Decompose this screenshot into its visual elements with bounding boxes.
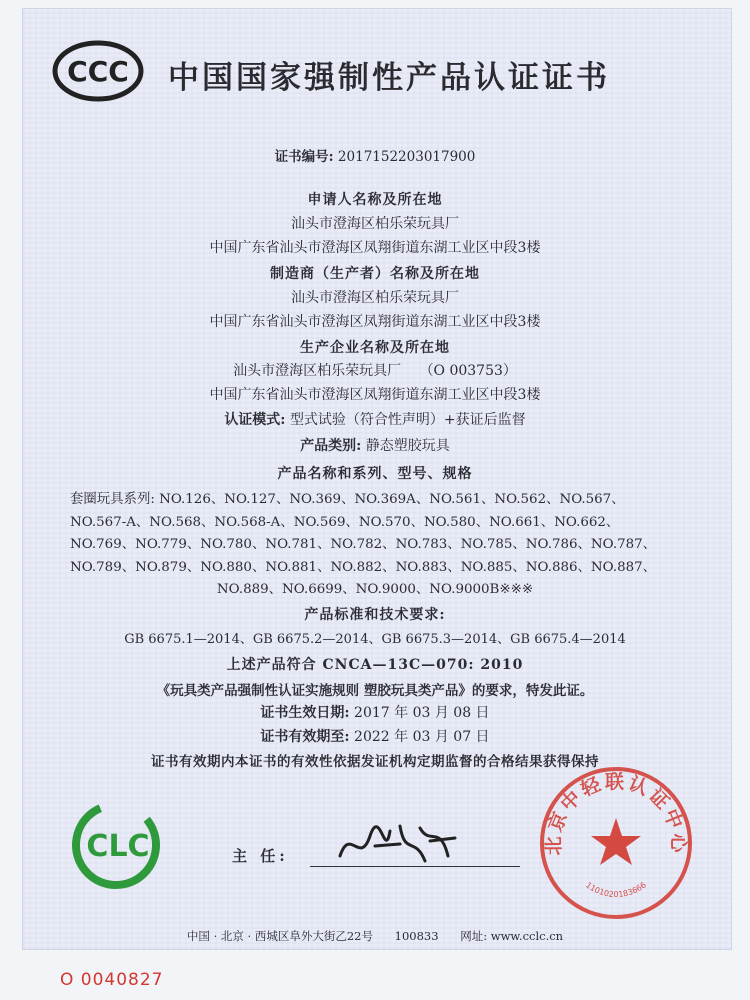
issue-date: [0, 702, 750, 722]
category-label: 产品类别:: [300, 438, 362, 454]
factory-heading: 生产企业名称及所在地: [300, 340, 450, 356]
director-signature: [330, 816, 460, 876]
model-line: NO.889、NO.6699、NO.9000、NO.9000B※※※: [216, 582, 534, 597]
clc-logo-text: CLC: [86, 829, 150, 864]
applicant-name: 汕头市澄海区柏乐荣玩具厂: [291, 216, 459, 232]
conformity-line-1: 上述产品符合 CNCA—13C—070: 2010: [226, 657, 524, 673]
factory-name-row: [0, 360, 750, 380]
standards-value: GB 6675.1—2014、GB 6675.2—2014、GB 6675.3—2014、GB 6675.4—2014: [124, 632, 626, 647]
seal-code: 1101020183666: [584, 880, 648, 900]
manufacturer-address: 中国广东省汕头市澄海区凤翔街道东湖工业区中段3楼: [209, 314, 541, 330]
cert-number: [0, 145, 750, 165]
category-value: 静态塑胶玩具: [365, 438, 450, 454]
model-list: [70, 489, 680, 602]
conformity-line-2: 《玩具类产品强制性认证实施规则 塑胶玩具类产品》的要求，特发此证。: [156, 683, 594, 699]
mode-value: 型式试验（符合性声明）+获证后监督: [289, 412, 526, 428]
certification-seal: [535, 762, 697, 924]
svg-text:1101020183666: [584, 880, 648, 899]
product-category: [0, 435, 750, 455]
cert-number-label: 证书编号:: [274, 149, 334, 165]
model-line: NO.567-A、NO.568、NO.568-A、NO.569、NO.570、NO.580、NO.661、NO.662、: [70, 514, 620, 530]
expiry-date: [0, 726, 750, 746]
expiry-date-value: 2022 年 03 月 07 日: [354, 729, 490, 745]
clc-logo: [66, 800, 166, 890]
footer-web: www.cclc.cn: [490, 929, 564, 943]
products-heading: 产品名称和系列、型号、规格: [277, 466, 473, 482]
factory-name: 汕头市澄海区柏乐荣玩具厂: [233, 363, 402, 379]
model-line: NO.769、NO.779、NO.780、NO.781、NO.782、NO.783、NO.785、NO.786、NO.787、: [70, 537, 657, 552]
factory-address: 中国广东省汕头市澄海区凤翔街道东湖工业区中段3楼: [209, 387, 541, 403]
footer-postcode: 100833: [394, 929, 439, 943]
applicant-address: 中国广东省汕头市澄海区凤翔街道东湖工业区中段3楼: [209, 240, 541, 256]
model-line: NO.789、NO.879、NO.880、NO.881、NO.882、NO.883、NO.885、NO.886、NO.887、: [70, 559, 657, 575]
issue-date-value: 2017 年 03 月 08 日: [354, 705, 490, 721]
applicant-heading: 申请人名称及所在地: [307, 192, 443, 208]
manufacturer-name: 汕头市澄海区柏乐荣玩具厂: [291, 290, 459, 306]
validity-note: 证书有效期内本证书的有效性依据发证机构定期监督的合格结果获得保持: [151, 754, 599, 770]
seal-text: 北京中轻联认证中心: [542, 770, 690, 856]
manufacturer-heading: 制造商（生产者）名称及所在地: [270, 266, 480, 282]
issue-date-label: 证书生效日期:: [260, 705, 350, 721]
ccc-logo-text: CCC: [67, 55, 129, 88]
serial-number: O 0040827: [60, 970, 164, 990]
certification-mode: [0, 409, 750, 429]
standards-heading: 产品标准和技术要求:: [304, 607, 446, 623]
mode-label: 认证模式:: [224, 412, 286, 428]
certificate-title: 中国国家强制性产品认证证书: [168, 60, 610, 96]
signature-line: [310, 866, 520, 867]
factory-code: （O 003753）: [419, 363, 517, 379]
footer-web-label: 网址:: [460, 929, 488, 943]
model-line: 套圈玩具系列: NO.126、NO.127、NO.369、NO.369A、NO.561、NO.562、NO.567、: [70, 492, 625, 507]
director-label: 主 任:: [232, 847, 289, 865]
cert-number-value: 2017152203017900: [337, 149, 476, 165]
ccc-logo: [52, 40, 144, 102]
expiry-date-label: 证书有效期至:: [260, 729, 350, 745]
footer: [0, 928, 750, 944]
footer-address: 中国 · 北京 · 西城区阜外大街乙22号: [186, 929, 373, 943]
